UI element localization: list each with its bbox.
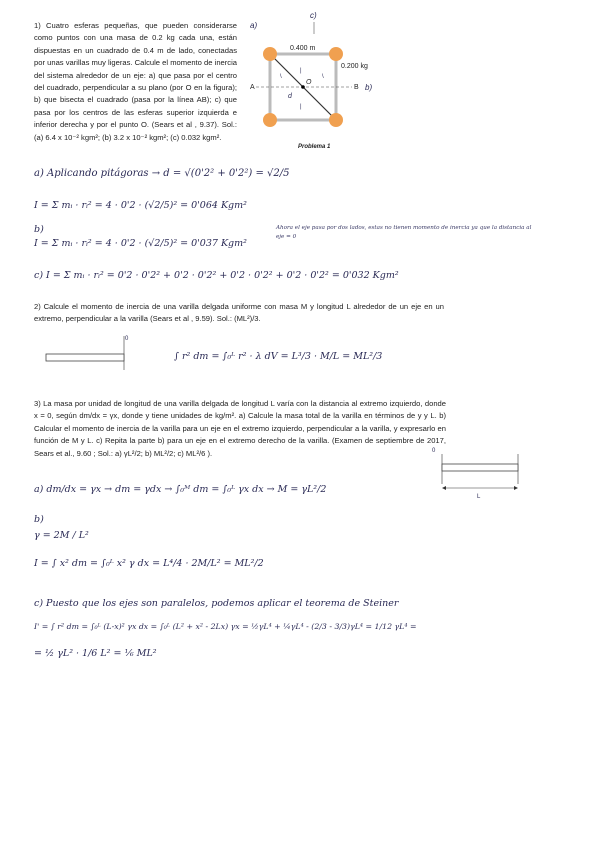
p1-sol-c-line: c) I = Σ mᵢ · rᵢ² = 0'2 · 0'2² + 0'2 · 0'2² + 0'2 · 0'2² + 0'2 · 0'2² = 0'032 Kgm²	[34, 270, 399, 281]
problem2-rod-figure	[44, 330, 144, 376]
rod	[442, 464, 518, 471]
p2-solution: ∫ r² dm = ∫₀ᴸ r² · λ dV = L³/3 · M/L = ML²/3	[174, 351, 383, 362]
arrow-left-head	[442, 486, 446, 490]
sphere-top-left	[263, 47, 277, 61]
side-length-label: 0.400 m	[290, 45, 316, 52]
label-a: A	[250, 84, 255, 91]
label-o: O	[306, 79, 312, 86]
problem1-statement: 1) Cuatro esferas pequeñas, que pueden considerarse como puntos con una masa de 0.2 kg cada una, están dispuestas en un cuadrado de 0.4 m de lado, conectadas por unas varillas muy ligeras. Calcule el momento de inercia del sistema alrededor de un eje: a) que pasa por el centro del cuadrado, perpendicular a su plano (por O en la figura); b) que bisecta el cuadrado (pasa por la línea AB); c) que pasa por los centros de las esferas superior izquierda e inferior derecha y por el punto O. (Sears et al , 9.37). Sol.: (a) 6.4 x 10⁻² kgm²; (b) 3.2 x 10⁻² kgm²; (c) 0.032 kgm².	[34, 21, 237, 142]
p1-sol-a-line1: a) Aplicando pitágoras → d = √(0'2² + 0'2²) = √2/5	[34, 168, 290, 179]
p3-sol-b-gamma: γ = 2M / L²	[34, 530, 89, 541]
rod-zero-label: 0	[432, 448, 436, 454]
mass-label: 0.200 kg	[341, 63, 368, 70]
sphere-bottom-right	[329, 113, 343, 127]
arrow-right-head	[514, 486, 518, 490]
problem1-figure	[244, 8, 384, 154]
p3-sol-c-line1: c) Puesto que los ejes son paralelos, podemos aplicar el teorema de Steiner	[34, 598, 399, 609]
p1-sol-a-line2: I = Σ mᵢ · rᵢ² = 4 · 0'2 · (√2/5)² = 0'064 Kgm²	[34, 200, 247, 211]
sphere-bottom-left	[263, 113, 277, 127]
p3-sol-c-line3: = ½ γL² · 1/6 L² = ⅙ ML²	[34, 648, 157, 659]
hw-mark: \	[322, 74, 324, 80]
problem2-statement: 2) Calcule el momento de inercia de una varilla delgada uniforme con masa M y longitud L alrededor de un eje en un extremo, perpendicular a la varilla (Sears et al , 9.59). Sol.: (ML²)/3.	[34, 302, 444, 324]
hw-label-a: a)	[250, 21, 258, 30]
label-b: B	[354, 84, 359, 91]
p1-sol-b-note: Ahora el eje pasa por dos lados, estas no tienen momento de inercia ya que la distancia al eje = 0	[276, 225, 532, 240]
hw-label-b: b)	[365, 83, 373, 92]
hw-mark: \	[280, 74, 282, 80]
hw-label-c: c)	[310, 11, 317, 20]
p3-sol-c-line2: I' = ∫ r² dm = ∫₀ᴸ (L-x)² γx dx = ∫₀ᴸ (L² + x² - 2Lx) γx = ½γL⁴ + ¼γL⁴ - (2/3 - 3/3)γL⁴ = 1/12 γL⁴ =	[34, 622, 417, 631]
p3-sol-a: a) dm/dx = γx → dm = γdx → ∫₀ᴹ dm = ∫₀ᴸ γx dx → M = γL²/2	[34, 484, 327, 495]
hw-mark: |	[300, 104, 302, 110]
hw-mark: |	[300, 68, 302, 74]
p3-sol-b-label: b)	[34, 514, 44, 525]
rod	[46, 354, 124, 361]
axis-zero-label: 0	[125, 336, 129, 342]
p3-sol-b-line: I = ∫ x² dm = ∫₀ᴸ x² γ dx = L⁴/4 · 2M/L² = ML²/2	[34, 558, 264, 569]
center-point	[301, 85, 305, 89]
problem3-rod-figure	[430, 442, 526, 502]
problem3-statement: 3) La masa por unidad de longitud de una varilla delgada de longitud L varía con la distancia al extremo izquierdo, donde x = 0, según dm/dx = γx, donde y tiene unidades de kg/m². a) Calcule la masa total de la varilla en términos de y y L. b) Calcular el momento de inercia de la varilla para un eje en el extremo izquierdo, perpendicular a la varilla, y expresarlo en función de M y L. c) Repita la parte b) para un eje en el extremo derecho de la varilla. (Examen de septiembre de 2017, Sears et al., 9.60 ; Sol.: a) γL²/2; b) ML²/2; c) ML²/6 ).	[34, 399, 446, 458]
p1-sol-b-line: I = Σ mᵢ · rᵢ² = 4 · 0'2 · (√2/5)² = 0'037 Kgm²	[34, 238, 247, 249]
sphere-top-right	[329, 47, 343, 61]
rod-length-label: L	[477, 494, 481, 500]
hw-label-d: d	[288, 93, 292, 100]
p1-sol-b-label: b)	[34, 224, 44, 235]
figure-caption: Problema 1	[298, 144, 331, 150]
